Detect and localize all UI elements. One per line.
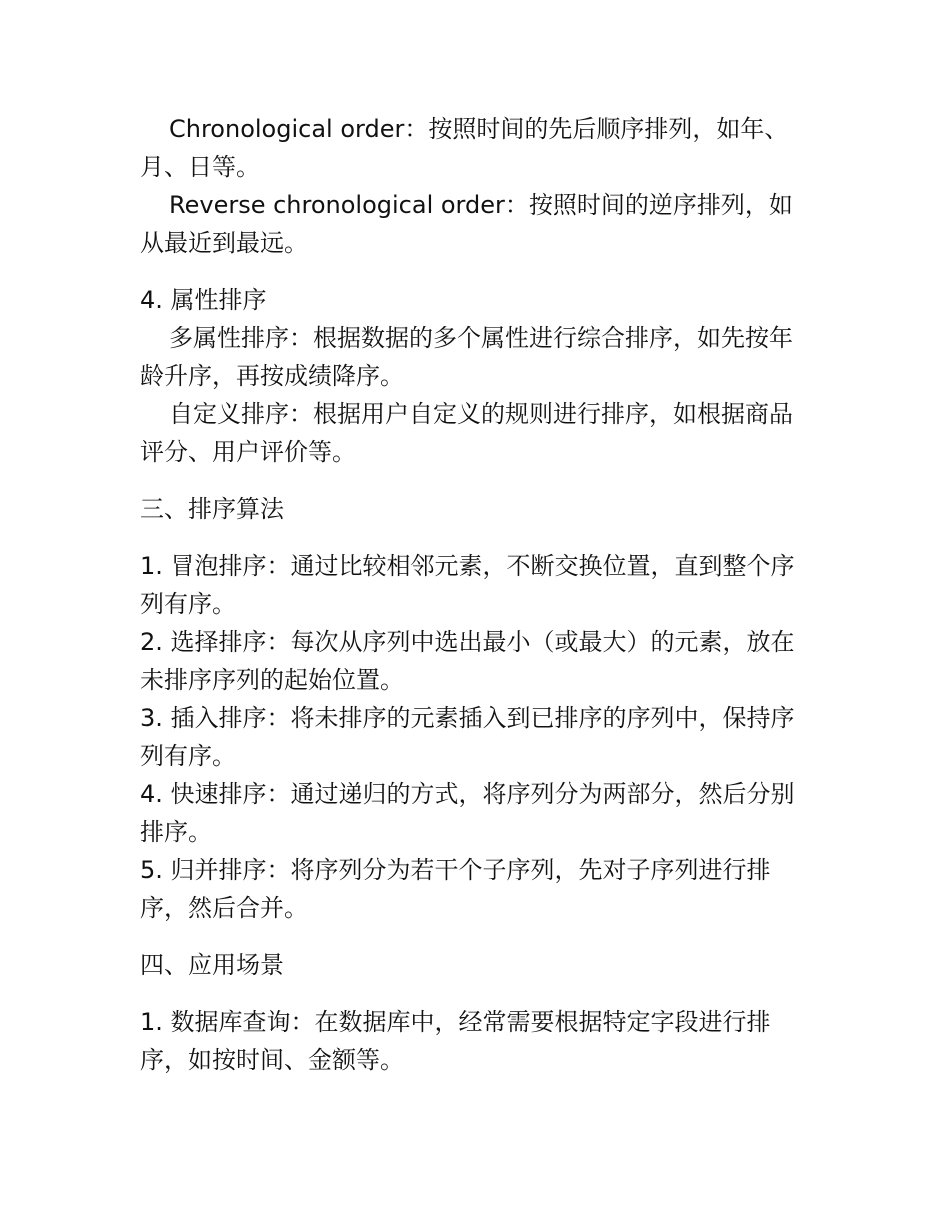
paragraph-gap <box>140 471 805 490</box>
list-item-bubble-sort: 1. 冒泡排序：通过比较相邻元素，不断交换位置，直到整个序列有序。 <box>140 552 795 618</box>
list-item-insertion-sort: 3. 插入排序：将未排序的元素插入到已排序的序列中，保持序列有序。 <box>140 704 795 770</box>
list-item-database-query: 1. 数据库查询：在数据库中，经常需要根据特定字段进行排序，如按时间、金额等。 <box>140 1008 771 1074</box>
document-page <box>140 110 805 1079</box>
list-item-quick-sort: 4. 快速排序：通过递归的方式，将序列分为两部分，然后分别排序。 <box>140 780 795 846</box>
heading-attribute-sort: 4. 属性排序 <box>140 286 267 314</box>
paragraph-reverse-chronological-order: Reverse chronological order：按照时间的逆序排列，如从最近到最远。 <box>140 191 793 257</box>
heading-application-scenarios: 四、应用场景 <box>140 951 284 979</box>
heading-sorting-algorithms: 三、排序算法 <box>140 495 284 523</box>
paragraph-custom-sort: 自定义排序：根据用户自定义的规则进行排序，如根据商品评分、用户评价等。 <box>140 400 793 466</box>
paragraph-multi-attribute-sort: 多属性排序：根据数据的多个属性进行综合排序，如先按年龄升序，再按成绩降序。 <box>140 324 793 390</box>
paragraph-gap <box>140 528 805 547</box>
paragraph-gap <box>140 984 805 1003</box>
paragraph-gap <box>140 927 805 946</box>
paragraph-chronological-order: Chronological order：按照时间的先后顺序排列，如年、月、日等。 <box>140 115 789 181</box>
list-item-merge-sort: 5. 归并排序：将序列分为若干个子序列，先对子序列进行排序，然后合并。 <box>140 856 771 922</box>
list-item-selection-sort: 2. 选择排序：每次从序列中选出最小（或最大）的元素，放在未排序序列的起始位置。 <box>140 628 795 694</box>
paragraph-gap <box>140 262 805 281</box>
